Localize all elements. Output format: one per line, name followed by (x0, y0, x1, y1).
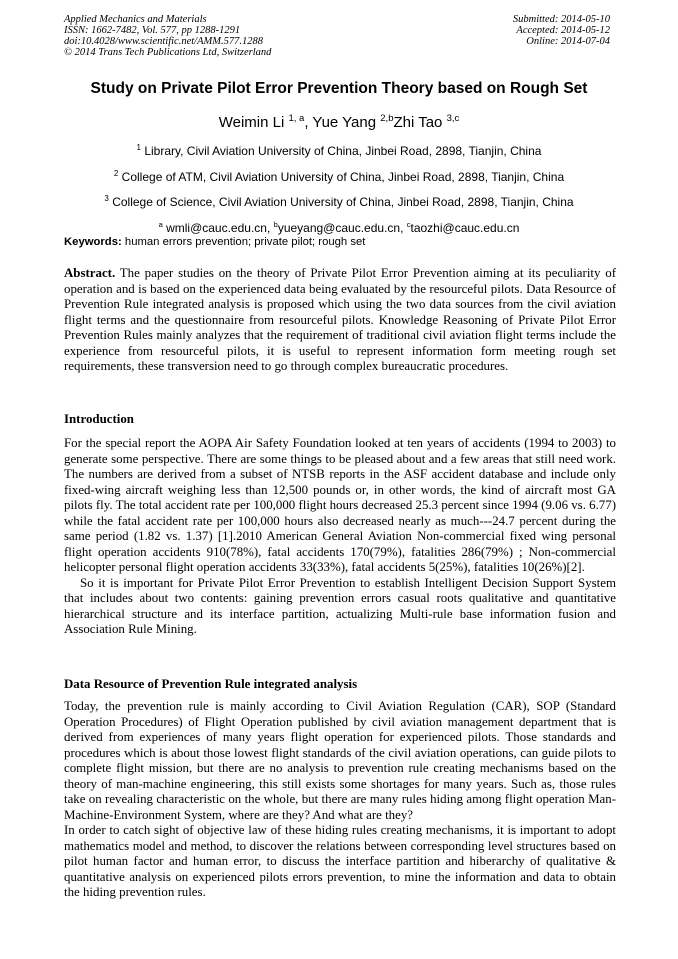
online-date: Online: 2014-07-04 (526, 36, 610, 47)
affiliation-text: College of ATM, Civil Aviation University of China, Jinbei Road, 2898, Tianjin, China (121, 169, 565, 184)
affiliation-3 (0, 188, 678, 214)
introduction-section (64, 436, 616, 638)
email-superscript: a (158, 219, 163, 229)
data-resource-paragraph-2: In order to catch sight of objective law of these hiding rules creating mechanisms, it is important to adopt mathematics model and method, to discover the relations between corresponding level structures based on pilot human factor and human error, to discuss the interface partition and hiberarchy of qualitative & quantitative analysis on experienced pilots errors prevention, to mine the information and data to obtain the hiding prevention rules. (64, 823, 616, 899)
author-separator: , (304, 114, 313, 131)
journal-name: Applied Mechanics and Materials (64, 14, 207, 25)
data-resource-paragraph-1: Today, the prevention rule is mainly according to Civil Aviation Regulation (CAR), SOP (Standard Operation Procedures) of Flight Operation published by civil aviation management department that is derived from experiences of many years flight operation for experienced pilots. Those standards and procedures which is about those lowest flight standards of the civil aviation operations, can guide pilots to complete flight mission, but there are no analysis to prevention rule creating mechanisms based on the theory of man-machine engineering, this still exists some shortages for many years. Such as, those rules take on revealing characteristic on the whole, but there are many rules hiding among flight operation Man-Machine-Environment System, where are they? And what are they? (64, 699, 616, 822)
author-name: Yue Yang (312, 114, 377, 131)
submission-dates (513, 14, 610, 47)
keywords-text: human errors prevention; private pilot; rough set (124, 236, 366, 248)
author-name: Zhi Tao (393, 114, 443, 131)
affiliation-superscript: 1 (136, 143, 141, 152)
author-list (0, 113, 678, 131)
abstract-text: The paper studies on the theory of Private Pilot Error Prevention aiming at its peculiarity of operation and is based on the experienced data being evaluated by the resourceful pilots. Data Resource of Prevention Rule integrated analysis is proposed which using the two data sources from the civil aviation flight terms and the questionnaire from resourceful pilots. Knowledge Reasoning of Private Pilot Error Prevention Rules mainly analyzes that the requirement of traditional civil aviation flight terms include the experience from resourceful pilots, it is useful to represent information form meeting rough set requirements, these transversion need to go through complex bureaucratic procedures. (64, 266, 616, 373)
author-superscript: 2,b (380, 113, 394, 124)
author-superscript: 3,c (446, 113, 460, 124)
affiliation-1 (0, 137, 678, 163)
journal-issn: ISSN: 1662-7482, Vol. 577, pp 1288-1291 (64, 25, 241, 36)
author-name: Weimin Li (218, 114, 285, 131)
affiliation-superscript: 2 (113, 168, 119, 178)
data-resource-section (64, 699, 616, 901)
email-address: wmli@cauc.edu.cn, (166, 220, 274, 235)
affiliation-text: College of Science, Civil Aviation University of China, Jinbei Road, 2898, Tianjin, China (112, 195, 574, 209)
journal-copyright: © 2014 Trans Tech Publications Ltd, Switzerland (64, 47, 272, 58)
abstract-label: Abstract. (64, 266, 116, 280)
data-resource-heading: Data Resource of Prevention Rule integrated analysis (64, 677, 358, 691)
journal-doi: doi:10.4028/www.scientific.net/AMM.577.1288 (64, 36, 263, 47)
email-address: taozhi@cauc.edu.cn (410, 220, 520, 235)
journal-info (64, 14, 271, 58)
introduction-paragraph-2: So it is important for Private Pilot Error Prevention to establish Intelligent Decision Support System that includes about two contents: gaining prevention errors casual roots qualitative and quantitative hierarchical structure and its interface partition, actualizing Multi-rule base information fusion and Association Rule Mining. (64, 575, 616, 636)
keywords (64, 236, 618, 248)
introduction-paragraph-1: For the special report the AOPA Air Safety Foundation looked at ten years of accidents (1994 to 2003) to generate some perspective. There are some things to be pleased about and a few areas that still need work. The numbers are derived from a subset of NTSB reports in the ASF accident database and include only fixed-wing aircraft weighing less than 12,500 pounds or, in other words, the kind of aircraft most GA pilots fly. The total accident rate per 100,000 flight hours decreased 25.3 percent since 1994 (9.06 vs. 6.77) while the fatal accident rate per 100,000 hours also decreased nearly as much---24.7 percent during the same period (1.82 vs. 1.37) [1].2010 American General Aviation Non-commercial fixed wing personal flight operation accidents 910(78%), fatal accidents 170(79%), fatalities 286(79%) ; Non-commercial helicopter personal flight operation accidents 33(33%), fatal accidents 5(25%), fatalities 10(26%)[2]. (64, 436, 616, 574)
abstract (64, 266, 616, 375)
keywords-label: Keywords: (64, 236, 122, 248)
email-superscript: c (406, 219, 411, 229)
submitted-date: Submitted: 2014-05-10 (512, 14, 610, 25)
email-superscript: b (273, 219, 278, 229)
affiliation-list (0, 137, 678, 239)
introduction-heading: Introduction (64, 412, 134, 426)
affiliation-text: Library, Civil Aviation University of China, Jinbei Road, 2898, Tianjin, China (144, 144, 542, 158)
paper-title: Study on Private Pilot Error Prevention Theory based on Rough Set (90, 80, 588, 97)
affiliation-2 (0, 163, 678, 189)
affiliation-superscript: 3 (104, 194, 109, 203)
accepted-date: Accepted: 2014-05-12 (516, 25, 610, 36)
email-address: yueyang@cauc.edu.cn, (277, 220, 407, 235)
author-superscript: 1, a (288, 113, 305, 124)
